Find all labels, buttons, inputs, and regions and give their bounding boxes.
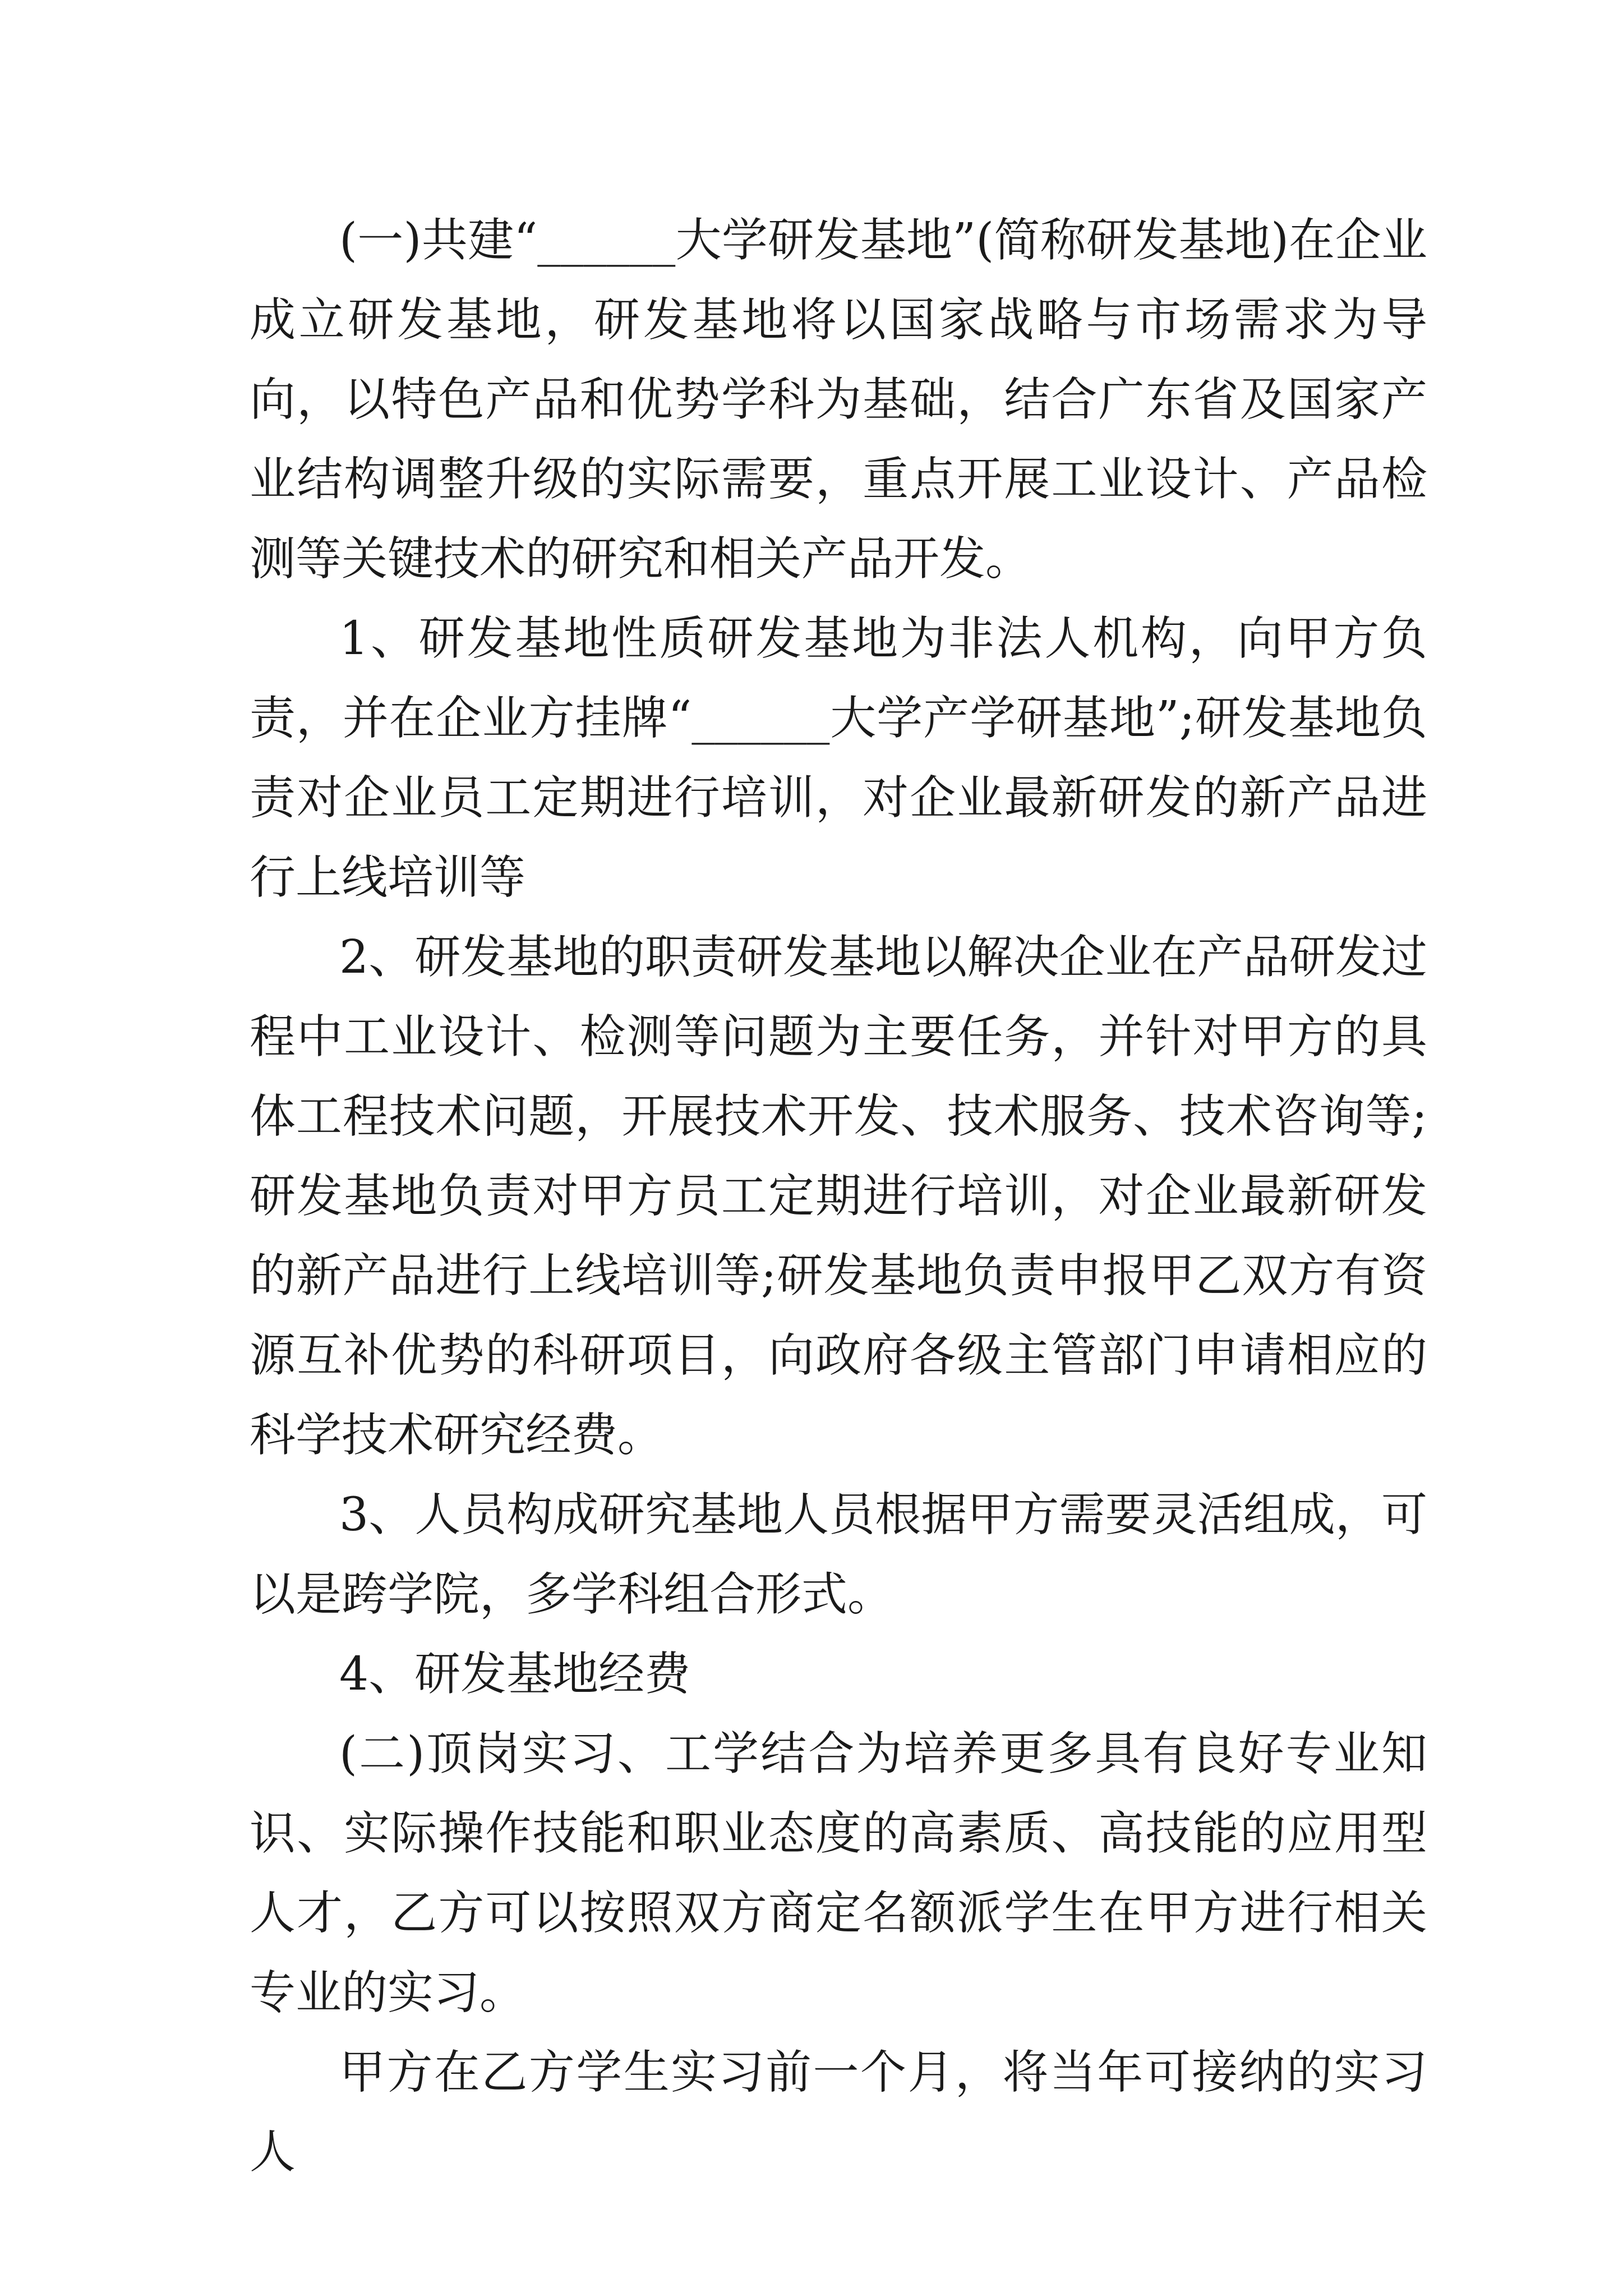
paragraph-staff-composition: 3、人员构成研究基地人员根据甲方需要灵活组成，可以是跨学院，多学科组合形式。 xyxy=(250,1488,1427,1621)
document-body xyxy=(250,201,1427,2192)
paragraph-research-base: (一)共建“______大学研发基地”(简称研发基地)在企业成立研发基地，研发基地将以国家战略与市场需求为导向，以特色产品和优势学科为基础，结合广东省及国家产业结构调整升级的实际需要，重点开展工业设计、产品检测等关键技术的研究和相关产品开发。 xyxy=(250,214,1427,586)
paragraph-base-funding: 4、研发基地经费 xyxy=(339,1648,691,1701)
paragraph-base-duties: 2、研发基地的职责研发基地以解决企业在产品研发过程中工业设计、检测等问题为主要任务，并针对甲方的具体工程技术问题，开展技术开发、技术服务、技术咨询等;研发基地负责对甲方员工定期进行培训，对企业最新研发的新产品进行上线培训等;研发基地负责申报甲乙双方有资源互补优势的科研项目，向政府各级主管部门申请相应的科学技术研究经费。 xyxy=(250,931,1427,1462)
paragraph-base-nature: 1、研发基地性质研发基地为非法人机构，向甲方负责，并在企业方挂牌“______大学产学研基地”;研发基地负责对企业员工定期进行培训，对企业最新研发的新产品进行上线培训等 xyxy=(250,612,1427,904)
paragraph-internship: (二)顶岗实习、工学结合为培养更多具有良好专业知识、实际操作技能和职业态度的高素质、高技能的应用型人才，乙方可以按照双方商定名额派学生在甲方进行相关专业的实习。 xyxy=(250,1727,1427,2019)
paragraph-internship-quota: 甲方在乙方学生实习前一个月，将当年可接纳的实习人 xyxy=(250,2046,1427,2179)
